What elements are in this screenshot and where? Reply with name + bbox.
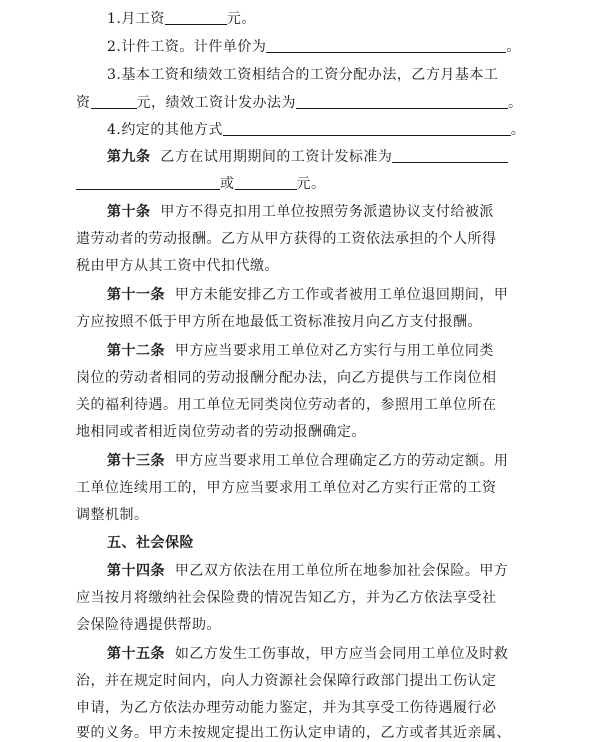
item-1-suffix: 元。 (226, 11, 256, 27)
article-12-line-1 (107, 342, 494, 360)
item-3-line-1: 3.基本工资和绩效工资相结合的工资分配办法，乙方月基本工 (107, 67, 499, 83)
item-3-text-a: 资 (76, 95, 91, 111)
article-9-line-2 (76, 175, 326, 193)
article-14-text: 甲乙双方依法在用工单位所在地参加社会保险。甲方 (174, 563, 509, 579)
section-heading-social-insurance: 五、社会保险 (107, 535, 194, 551)
article-11-label: 第十一条 (107, 287, 165, 303)
article-9-line-1 (107, 148, 508, 166)
performance-method-blank (296, 94, 508, 109)
item-1-label: 1.月工资 (107, 11, 165, 27)
article-10-line-1 (107, 203, 494, 221)
article-13-text: 甲方应当要求用工单位合理确定乙方的劳动定额。用 (174, 453, 509, 469)
item-2-label: 2.计件工资。计件单价为 (107, 39, 267, 55)
article-9-label: 第九条 (107, 149, 151, 165)
probation-amount-blank (235, 175, 297, 190)
probation-wage-blank (392, 148, 508, 163)
article-12-line-4: 地相同或者相近岗位劳动者的劳动报酬确定。 (76, 424, 366, 440)
article-9-yuan: 元。 (296, 176, 326, 192)
article-15-line-1 (107, 645, 508, 663)
article-15-text: 如乙方发生工伤事故，甲方应当会同用工单位及时救 (174, 646, 509, 662)
article-12-label: 第十二条 (107, 343, 165, 359)
article-12-text: 甲方应当要求用工单位对乙方实行与用工单位同类 (174, 343, 494, 359)
article-9-text: 乙方在试用期期间的工资计发标准为 (160, 149, 393, 165)
article-13-line-2: 工单位连续用工的，甲方应当要求用工单位对乙方实行正常的工资 (76, 480, 497, 496)
monthly-wage-blank (165, 10, 227, 25)
item-3-line-2 (76, 94, 523, 112)
article-13-line-3: 调整机制。 (76, 507, 149, 523)
article-13-line-1 (107, 452, 508, 470)
article-14-line-3: 会保险待遇提供帮助。 (76, 617, 221, 633)
item-4-suffix: 。 (510, 122, 526, 138)
article-12-line-2: 岗位的劳动者相同的劳动报酬分配办法，向乙方提供与工作岗位相 (76, 370, 497, 386)
item-4-label: 4.约定的其他方式 (107, 122, 223, 138)
item-3-text-b: 元，绩效工资计发办法为 (136, 95, 296, 111)
article-14-label: 第十四条 (107, 563, 165, 579)
article-15-line-3: 申请，为乙方依法办理劳动能力鉴定，并为其享受工伤待遇履行必 (76, 700, 497, 716)
article-10-line-3: 税由甲方从其工资中代扣代缴。 (76, 258, 279, 274)
probation-standard-blank (76, 175, 220, 190)
article-12-line-3: 关的福利待遇。用工单位无同类岗位劳动者的，参照用工单位所在 (76, 397, 497, 413)
piece-rate-blank (266, 38, 506, 53)
article-11-line-1 (107, 286, 508, 304)
other-method-blank (223, 121, 511, 136)
item-2 (107, 38, 521, 56)
article-10-label: 第十条 (107, 204, 151, 220)
item-3-text-c: 。 (508, 95, 523, 111)
article-11-text: 甲方未能安排乙方工作或者被用工单位退回期间，甲 (174, 287, 509, 303)
article-15-label: 第十五条 (107, 646, 165, 662)
base-wage-blank (91, 94, 137, 109)
article-14-line-2: 应当按月将缴纳社会保险费的情况告知乙方，并为乙方依法享受社 (76, 590, 497, 606)
article-10-text: 甲方不得克扣用工单位按照劳务派遣协议支付给被派 (160, 204, 494, 220)
article-9-or: 或 (220, 176, 235, 192)
item-2-suffix: 。 (506, 39, 521, 55)
article-14-line-1 (107, 562, 508, 580)
article-15-line-4: 要的义务。甲方未按规定提出工伤认定申请的，乙方或者其近亲属、 (76, 725, 511, 741)
article-13-label: 第十三条 (107, 453, 165, 469)
article-15-line-2: 治，并在规定时间内，向人力资源社会保障行政部门提出工伤认定 (76, 673, 497, 689)
article-10-line-2: 遣劳动者的劳动报酬。乙方从甲方获得的工资依法承担的个人所得 (76, 231, 497, 247)
item-4 (107, 121, 525, 139)
article-11-line-2: 方应按照不低于甲方所在地最低工资标准按月向乙方支付报酬。 (76, 314, 482, 330)
item-1 (107, 10, 256, 28)
